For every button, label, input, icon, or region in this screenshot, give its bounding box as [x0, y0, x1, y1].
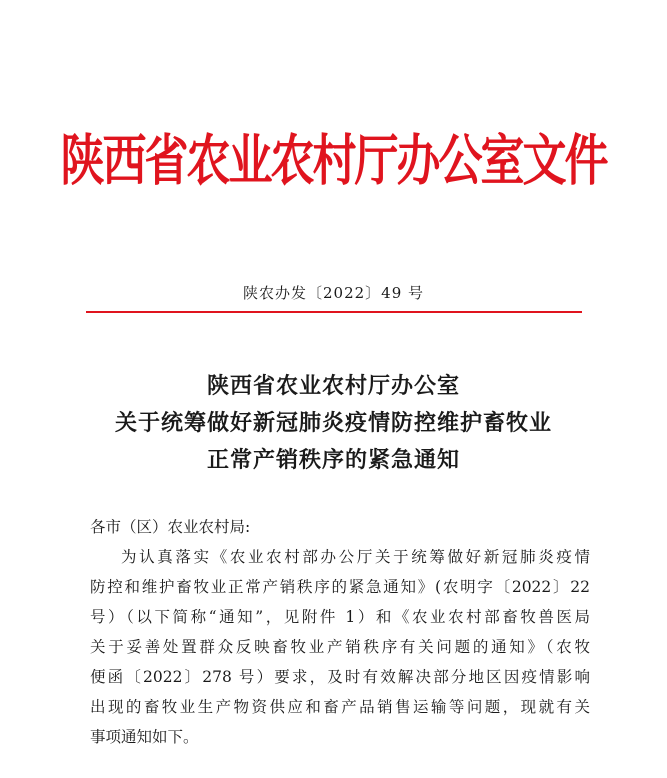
document-number: 陕农办发〔2022〕49 号: [242, 284, 425, 302]
salutation: 各市（区）农业农村局:: [90, 518, 251, 536]
paragraph-line: 为认真落实《农业农村部办公厅关于统筹做好新冠肺炎疫情: [121, 548, 590, 566]
title-line: 正常产销秩序的紧急通知: [206, 447, 460, 473]
paragraph-line: 关于妥善处置群众反映畜牧业产销秩序有关问题的通知》（农牧: [90, 638, 590, 656]
title-line: 关于统筹做好新冠肺炎疫情防控维护畜牧业: [114, 410, 552, 436]
paragraph-line: 防控和维护畜牧业正常产销秩序的紧急通知》(农明字〔2022〕22: [90, 578, 590, 596]
red-divider: [86, 311, 582, 313]
body-text: [90, 512, 590, 752]
header-title: 陕西省农业农村厅办公室文件: [60, 129, 607, 193]
paragraph-line: 出现的畜牧业生产物资供应和畜产品销售运输等问题，现就有关: [90, 698, 590, 716]
notice-title: [0, 368, 667, 479]
paragraph-line: 号）（以下简称“通知”，见附件 1）和《农业农村部畜牧兽医局: [90, 608, 590, 626]
paragraph-line: 便函〔2022〕278 号）要求，及时有效解决部分地区因疫情影响: [90, 668, 590, 686]
paragraph-line: 事项通知如下。: [90, 728, 199, 746]
body-paragraph: [90, 542, 590, 752]
title-line: 陕西省农业农村厅办公室: [206, 373, 460, 399]
